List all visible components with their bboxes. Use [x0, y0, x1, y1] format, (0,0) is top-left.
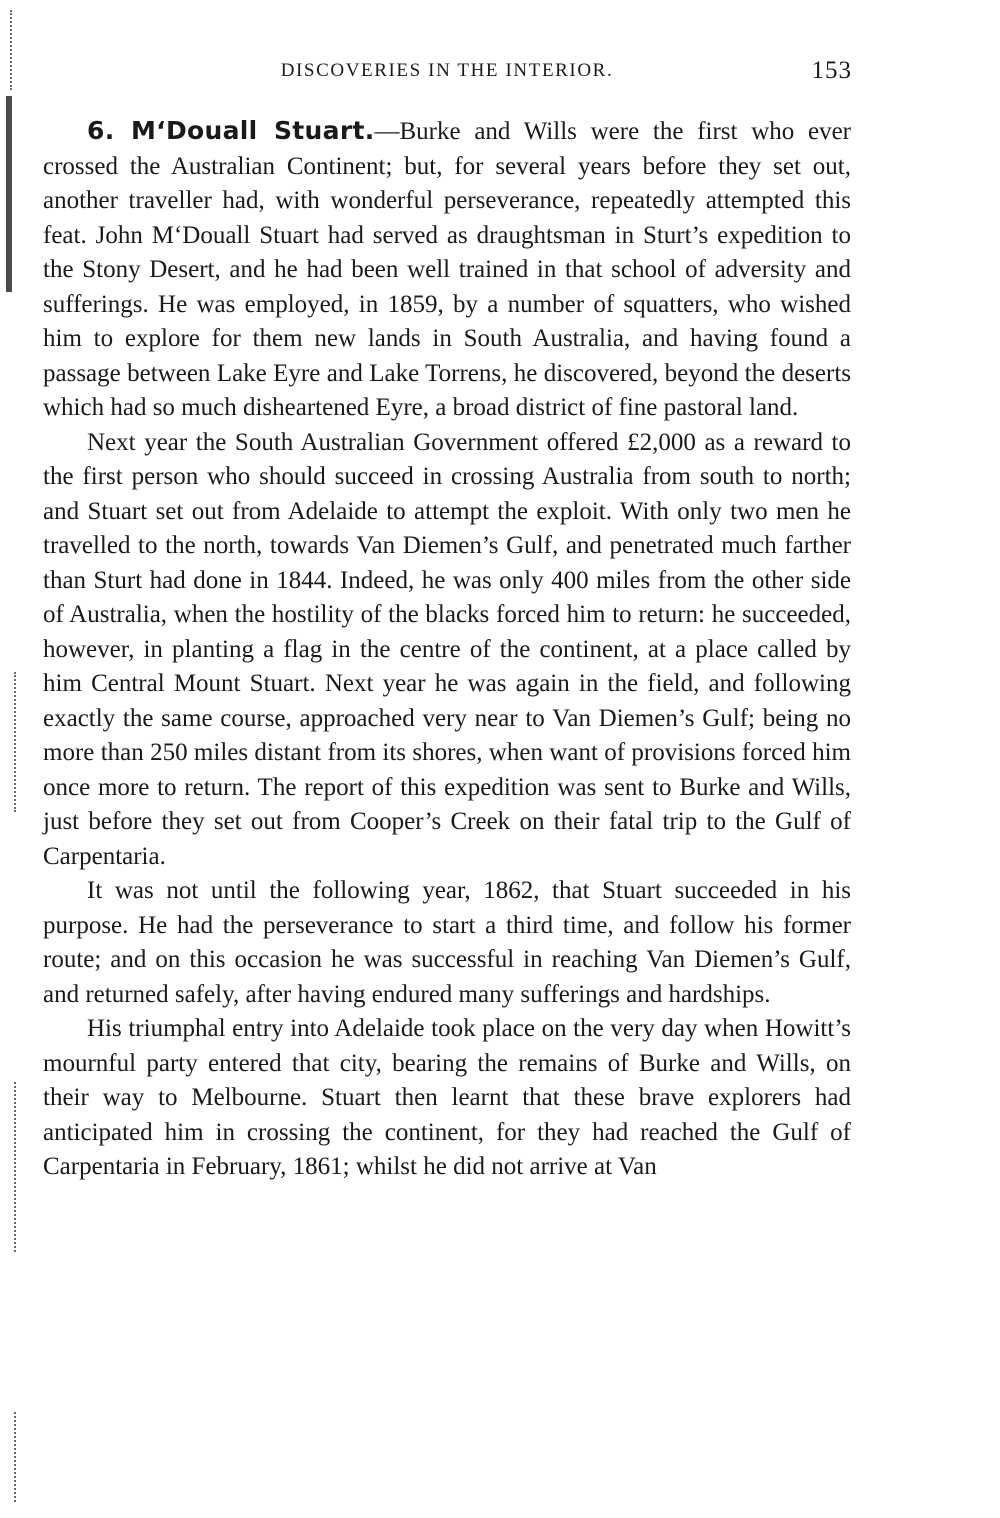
page-number: 153	[811, 57, 852, 84]
scan-edge-mark	[6, 96, 12, 292]
running-head	[42, 56, 852, 90]
heading-dash: —	[374, 118, 400, 145]
paragraph: It was not until the following year, 1862, that Stuart succeeded in his purpose. He had the perseverance to start a third time, and follow his former route; and on this occasion he was successful in reaching Van Diemen’s Gulf, and returned safely, after having endured many sufferings and hardships.	[43, 877, 851, 1008]
scan-edge-dots	[14, 1412, 16, 1502]
section-number: 6.	[87, 116, 115, 145]
scan-edge-dots	[14, 1082, 16, 1252]
scan-edge-dots	[14, 672, 16, 812]
running-title: DISCOVERIES IN THE INTERIOR.	[280, 60, 614, 81]
paragraph: Next year the South Australian Government offered £2,000 as a reward to the first person who should succeed in crossing Australia from south to north; and Stuart set out from Adelaide to attempt the exploit. With only two men he travelled to the north, towards Van Diemen’s Gulf, and penetrated much farther than Sturt had done in 1844. Indeed, he was only 400 miles from the other side of Australia, when the hostility of the blacks forced him to return: he succeeded, however, in planting a flag in the centre of the continent, at a place called by him Central Mount Stuart. Next year he was again in the field, and following exactly the same course, approached very near to Van Diemen’s Gulf; being no more than 250 miles distant from its shores, when want of provisions forced him once more to return. The report of this expedition was sent to Burke and Wills, just before they set out from Cooper’s Creek on their fatal trip to the Gulf of Carpentaria.	[43, 428, 851, 870]
body-text	[43, 114, 851, 1185]
paragraph-text: Burke and Wills were the first who ever crossed the Australian Continent; but, for several years before they set out, another traveller had, with wonderful perseverance, repeatedly attempted this feat. John M‘Douall Stuart had served as draughtsman in Sturt’s expedition to the Stony Desert, and he had been well trained in that school of adversity and sufferings. He was employed, in 1859, by a number of squatters, who wished him to explore for them new lands in South Australia, and having found a passage between Lake Eyre and Lake Torrens, he discovered, beyond the deserts which had so much disheartened Eyre, a broad district of fine pastoral land.	[43, 118, 851, 421]
section-title: M‘Douall Stuart.	[131, 116, 375, 145]
section-heading	[87, 116, 375, 145]
paragraph	[43, 114, 851, 426]
scan-edge-dots	[10, 10, 12, 90]
paragraph: His triumphal entry into Adelaide took place on the very day when Howitt’s mournful party entered that city, bearing the remains of Burke and Wills, on their way to Melbourne. Stuart then learnt that these brave explorers had anticipated him in crossing the continent, for they had reached the Gulf of Carpentaria in February, 1861; whilst he did not arrive at Van	[43, 1015, 851, 1180]
